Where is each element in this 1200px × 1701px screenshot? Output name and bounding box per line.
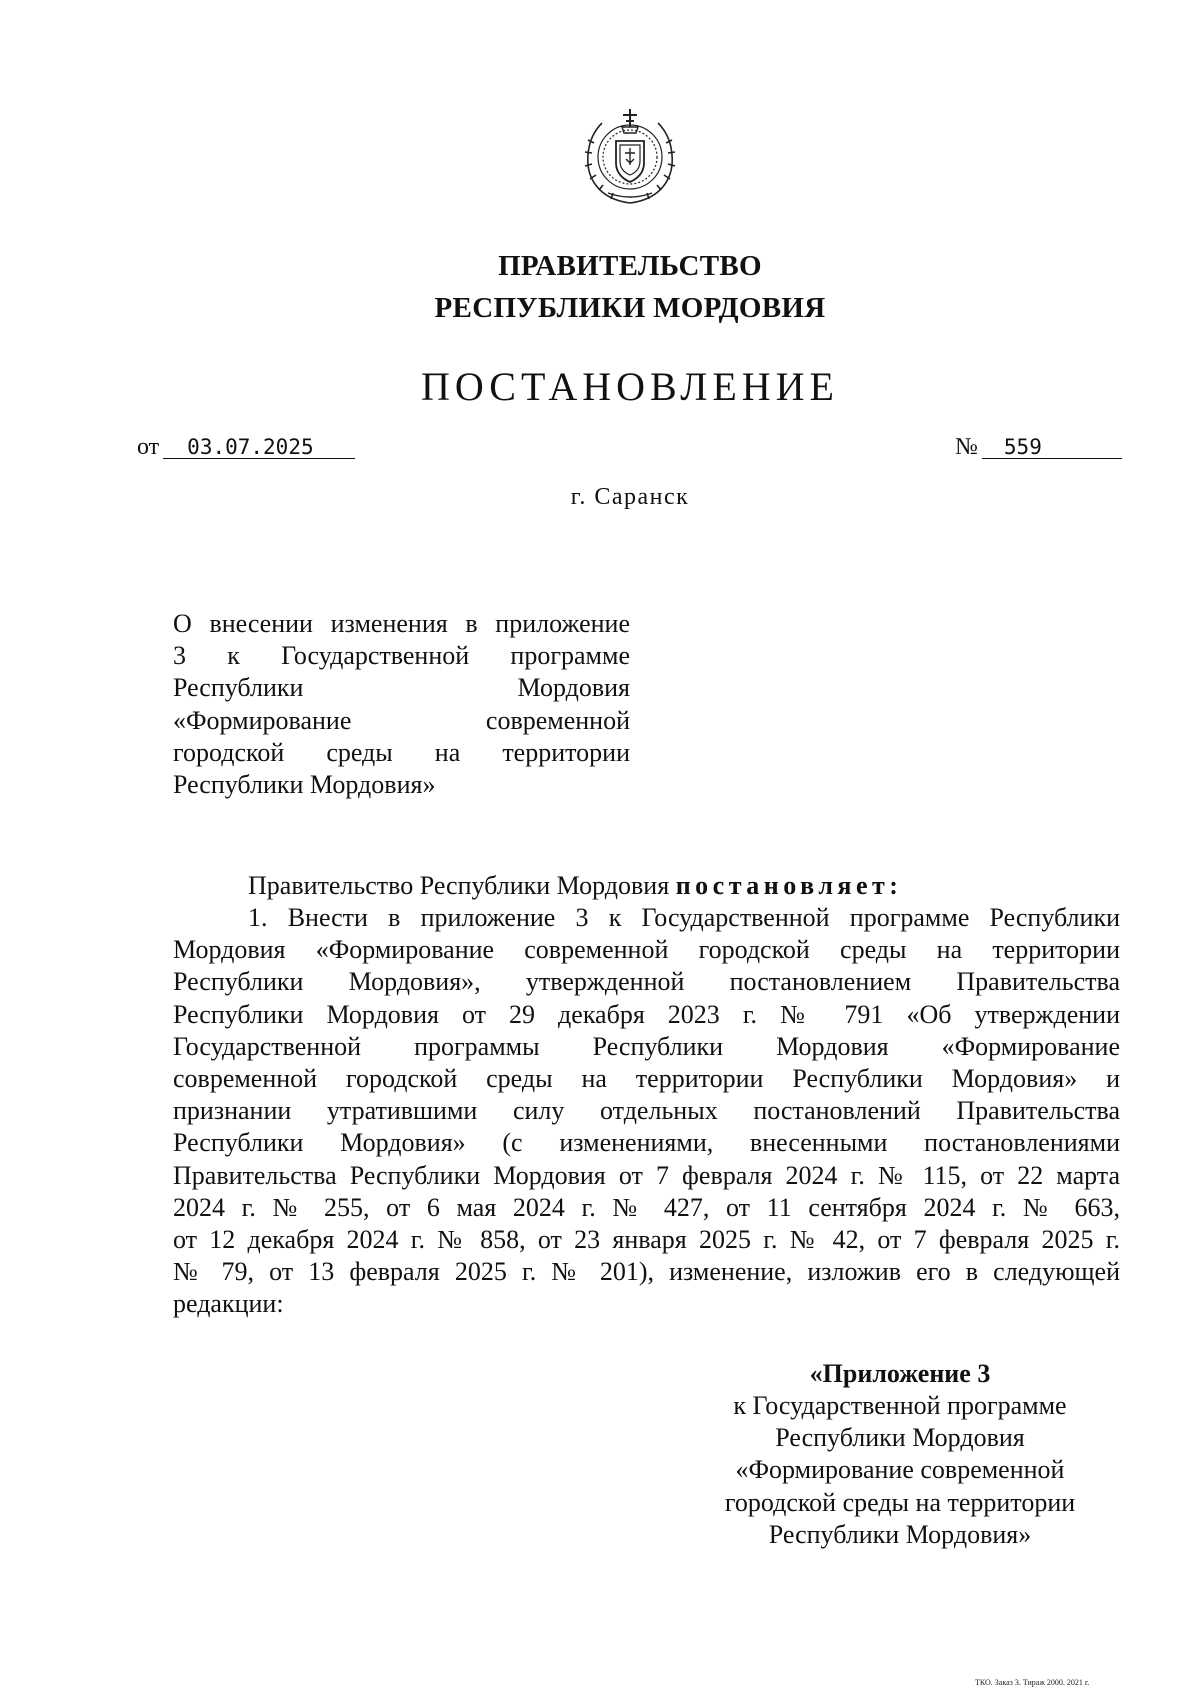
appendix-title: «Приложение 3 xyxy=(809,1359,991,1388)
item-line: от 12 декабря 2024 г. № 858, от 23 января 2025 г. № 42, от 7 февраля 2025 г. xyxy=(173,1225,1120,1255)
document-type: ПОСТАНОВЛЕНИЕ xyxy=(421,364,839,409)
city: г. Саранск xyxy=(570,484,690,510)
subject-line: Республики Мордовия» xyxy=(173,770,436,800)
appendix-line: Республики Мордовия xyxy=(775,1423,1025,1453)
subject-line: «Формирование современной xyxy=(173,705,630,735)
coat-of-arms-icon xyxy=(580,103,680,208)
item-line: Государственной программы Республики Мордовия «Формирование xyxy=(173,1031,1120,1061)
print-info: ТКО. Заказ 3. Тираж 2000. 2021 г. xyxy=(975,1678,1090,1687)
org-title-line2: РЕСПУБЛИКИ МОРДОВИЯ xyxy=(434,292,826,324)
item-line: Республики Мордовия», утвержденной постановлением Правительства xyxy=(173,967,1120,997)
subject-line: 3 к Государственной программе xyxy=(173,641,630,671)
item-line: признании утратившими силу отдельных постановлений Правительства xyxy=(173,1096,1120,1126)
item-line: Республики Мордовия от 29 декабря 2023 г. № 791 «Об утверждении xyxy=(173,999,1120,1029)
item-line: редакции: xyxy=(173,1289,284,1319)
item-1-paragraph xyxy=(173,902,1120,1321)
date-field xyxy=(137,432,355,462)
number-value: 559 xyxy=(982,436,1122,459)
date-value: 03.07.2025 xyxy=(163,436,355,459)
date-prefix: от xyxy=(137,434,160,460)
item-line: Мордовия «Формирование современной городской среды на территории xyxy=(173,935,1120,965)
appendix-line: к Государственной программе xyxy=(733,1391,1067,1420)
org-title-line1: ПРАВИТЕЛЬСТВО xyxy=(498,250,762,282)
intro-paragraph xyxy=(173,870,1120,902)
intro-resolves: постановляет: xyxy=(675,871,903,900)
subject-line: О внесении изменения в приложение xyxy=(173,609,630,638)
subject-line: городской среды на территории xyxy=(173,737,630,767)
appendix-line: городской среды на территории xyxy=(724,1487,1076,1517)
number-prefix: № xyxy=(955,434,978,460)
number-field xyxy=(955,432,1122,462)
item-line: 2024 г. № 255, от 6 мая 2024 г. № 427, от 11 сентября 2024 г. № 663, xyxy=(173,1192,1120,1222)
item-line: Республики Мордовия» (с изменениями, внесенными постановлениями xyxy=(173,1128,1120,1158)
item-line: № 79, от 13 февраля 2025 г. № 201), изменение, изложив его в следующей xyxy=(173,1257,1120,1287)
appendix-line: Республики Мордовия» xyxy=(768,1519,1032,1549)
item-line: Правительства Республики Мордовия от 7 февраля 2024 г. № 115, от 22 марта xyxy=(173,1160,1120,1190)
appendix-subtitle xyxy=(690,1390,1110,1551)
item-line: 1. Внести в приложение 3 к Государственной программе Республики xyxy=(248,903,1120,932)
intro-text: Правительство Республики Мордовия xyxy=(248,871,676,900)
subject-heading xyxy=(173,608,630,801)
subject-line: Республики Мордовия xyxy=(173,673,630,703)
item-line: современной городской среды на территории Республики Мордовия» и xyxy=(173,1064,1120,1094)
appendix-line: «Формирование современной xyxy=(735,1455,1065,1485)
